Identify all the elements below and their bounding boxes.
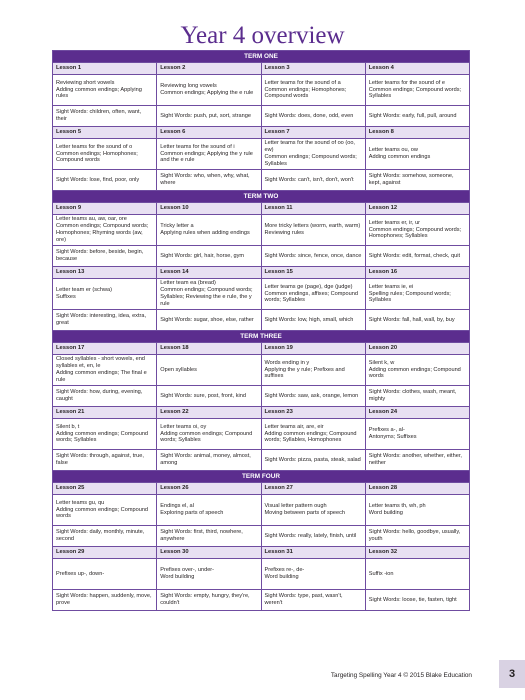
lesson-row — [53, 203, 470, 215]
sight-words: Sight Words: animal, money, almost, among — [157, 450, 261, 471]
sight-words: Sight Words: before, beside, begin, because — [53, 246, 157, 267]
lesson-content: Prefixes a-, al- Antonyms; Suffixes — [365, 419, 469, 450]
sight-row — [53, 386, 470, 407]
overview-table — [52, 50, 470, 611]
lesson-content: Closed syllables - short vowels, end syllables et, en, le Adding common endings; The final e rule — [53, 355, 157, 386]
lesson-label: Lesson 20 — [365, 343, 469, 355]
sight-words: Sight Words: clothes, wash, meant, mighty — [365, 386, 469, 407]
term-header-row — [53, 471, 470, 483]
content-row — [53, 139, 470, 170]
lesson-content: Endings el, al Exploring parts of speech — [157, 495, 261, 526]
lesson-content: Suffix -ion — [365, 559, 469, 590]
sight-words: Sight Words: happen, suddenly, move, prove — [53, 590, 157, 611]
sight-words: Sight Words: pizza, pasta, steak, salad — [261, 450, 365, 471]
sight-words: Sight Words: really, lately, finish, until — [261, 526, 365, 547]
lesson-label: Lesson 15 — [261, 267, 365, 279]
lesson-content: Letter teams for the sound of o Common endings; Homophones; Compound words — [53, 139, 157, 170]
term-heading: TERM THREE — [53, 331, 470, 343]
lesson-label: Lesson 6 — [157, 127, 261, 139]
content-row — [53, 75, 470, 106]
sight-words: Sight Words: sure, post, front, kind — [157, 386, 261, 407]
sight-words: Sight Words: somehow, someone, kept, against — [365, 170, 469, 191]
sight-words: Sight Words: interesting, idea, extra, great — [53, 310, 157, 331]
lesson-row — [53, 407, 470, 419]
term-heading: TERM ONE — [53, 51, 470, 63]
lesson-row — [53, 343, 470, 355]
lesson-label: Lesson 9 — [53, 203, 157, 215]
sight-row — [53, 106, 470, 127]
page-title: Year 4 overview — [180, 22, 345, 49]
lesson-label: Lesson 16 — [365, 267, 469, 279]
lesson-content: Letter teams for the sound of i Common endings; Applying the y rule and the e rule — [157, 139, 261, 170]
lesson-label: Lesson 19 — [261, 343, 365, 355]
sight-words: Sight Words: empty, hungry, they're, couldn't — [157, 590, 261, 611]
lesson-content: Letter teams for the sound of oo (oo, ew) Common endings; Compound words; Syllables — [261, 139, 365, 170]
sight-row — [53, 590, 470, 611]
sight-words: Sight Words: children, often, want, their — [53, 106, 157, 127]
lesson-content: Silent b, t Adding common endings; Compound words; Syllables — [53, 419, 157, 450]
content-row — [53, 279, 470, 310]
lesson-content: Words ending in y Applying the y rule; Prefixes and suffixes — [261, 355, 365, 386]
lesson-label: Lesson 3 — [261, 63, 365, 75]
footer-credit: Targeting Spelling Year 4 © 2015 Blake Education — [330, 672, 472, 679]
lesson-label: Lesson 21 — [53, 407, 157, 419]
content-row — [53, 559, 470, 590]
lesson-content: Letter teams au, aw, oar, ore Common endings; Compound words; Homophones; Rhyming words (aw, ore) — [53, 215, 157, 246]
lesson-label: Lesson 17 — [53, 343, 157, 355]
lesson-row — [53, 127, 470, 139]
lesson-label: Lesson 24 — [365, 407, 469, 419]
sight-words: Sight Words: does, done, odd, even — [261, 106, 365, 127]
sight-row — [53, 310, 470, 331]
lesson-label: Lesson 23 — [261, 407, 365, 419]
lesson-label: Lesson 22 — [157, 407, 261, 419]
lesson-content: Letter teams for the sound of a Common endings; Homophones; Compound words — [261, 75, 365, 106]
lesson-content: Reviewing long vowels Common endings; Applying the e rule — [157, 75, 261, 106]
sight-words: Sight Words: another, whether, either, neither — [365, 450, 469, 471]
sight-words: Sight Words: type, past, wasn't, weren't — [261, 590, 365, 611]
sight-words: Sight Words: saw, ask, orange, lemon — [261, 386, 365, 407]
lesson-label: Lesson 2 — [157, 63, 261, 75]
lesson-label: Lesson 28 — [365, 483, 469, 495]
sight-words: Sight Words: edit, format, check, quit — [365, 246, 469, 267]
lesson-content: Open syllables — [157, 355, 261, 386]
lesson-row — [53, 547, 470, 559]
lesson-content: Letter teams er, ir, ur Common endings; Compound words; Homophones; Syllables — [365, 215, 469, 246]
lesson-label: Lesson 5 — [53, 127, 157, 139]
sight-words: Sight Words: lose, find, poor, only — [53, 170, 157, 191]
term-heading: TERM TWO — [53, 191, 470, 203]
sight-words: Sight Words: hello, goodbye, usually, youth — [365, 526, 469, 547]
lesson-content: Prefixes re-, de- Word building — [261, 559, 365, 590]
lesson-content: Letter team ea (bread) Common endings; Compound words; Syllables; Reviewing the e rule, the y rule — [157, 279, 261, 310]
lesson-label: Lesson 13 — [53, 267, 157, 279]
lesson-label: Lesson 25 — [53, 483, 157, 495]
sight-row — [53, 170, 470, 191]
sight-words: Sight Words: how, during, evening, caught — [53, 386, 157, 407]
sight-words: Sight Words: push, put, sort, strange — [157, 106, 261, 127]
term-heading: TERM FOUR — [53, 471, 470, 483]
lesson-label: Lesson 27 — [261, 483, 365, 495]
sight-words: Sight Words: early, full, pull, around — [365, 106, 469, 127]
sight-words: Sight Words: girl, hair, horse, gym — [157, 246, 261, 267]
content-row — [53, 419, 470, 450]
content-row — [53, 495, 470, 526]
lesson-label: Lesson 4 — [365, 63, 469, 75]
lesson-row — [53, 483, 470, 495]
lesson-row — [53, 267, 470, 279]
sight-words: Sight Words: low, high, small, which — [261, 310, 365, 331]
lesson-label: Lesson 12 — [365, 203, 469, 215]
lesson-content: Letter teams oi, oy Adding common endings; Compound words; Syllables — [157, 419, 261, 450]
sight-words: Sight Words: fall, hall, wall, by, buy — [365, 310, 469, 331]
lesson-label: Lesson 10 — [157, 203, 261, 215]
sight-words: Sight Words: first, third, nowhere, anywhere — [157, 526, 261, 547]
term-header-row — [53, 331, 470, 343]
lesson-label: Lesson 29 — [53, 547, 157, 559]
sight-words: Sight Words: daily, monthly, minute, second — [53, 526, 157, 547]
lesson-content: Letter teams ge (page), dge (judge) Common endings, affixes; Compound words; Syllables — [261, 279, 365, 310]
lesson-content: Letter teams air, are, eir Adding common endings; Compound words; Syllables, Homophones — [261, 419, 365, 450]
sight-words: Sight Words: through, against, true, false — [53, 450, 157, 471]
lesson-content: Prefixes over-, under- Word building — [157, 559, 261, 590]
sight-words: Sight Words: loose, tie, fasten, tight — [365, 590, 469, 611]
lesson-content: Letter teams for the sound of e Common endings; Compound words; Syllables — [365, 75, 469, 106]
lesson-content: Letter teams ou, ow Adding common endings — [365, 139, 469, 170]
lesson-label: Lesson 11 — [261, 203, 365, 215]
lesson-content: Silent k, w Adding common endings; Compound words — [365, 355, 469, 386]
lesson-content: Prefixes up-, down- — [53, 559, 157, 590]
lesson-label: Lesson 8 — [365, 127, 469, 139]
lesson-label: Lesson 14 — [157, 267, 261, 279]
sight-words: Sight Words: who, when, why, what, where — [157, 170, 261, 191]
lesson-label: Lesson 18 — [157, 343, 261, 355]
term-header-row — [53, 51, 470, 63]
lesson-label: Lesson 26 — [157, 483, 261, 495]
sight-words: Sight Words: can't, isn't, don't, won't — [261, 170, 365, 191]
sight-row — [53, 246, 470, 267]
lesson-label: Lesson 1 — [53, 63, 157, 75]
term-header-row — [53, 191, 470, 203]
sight-row — [53, 450, 470, 471]
page-number: 3 — [499, 660, 525, 688]
lesson-content: Letter team er (schwa) Suffixes — [53, 279, 157, 310]
lesson-label: Lesson 31 — [261, 547, 365, 559]
lesson-content: Letter teams ie, ei Spelling rules; Compound words; Syllables — [365, 279, 469, 310]
lesson-label: Lesson 30 — [157, 547, 261, 559]
lesson-content: More tricky letters (worm, earth, warm) Reviewing rules — [261, 215, 365, 246]
lesson-label: Lesson 7 — [261, 127, 365, 139]
content-row — [53, 215, 470, 246]
lesson-content: Reviewing short vowels Adding common endings; Applying rules — [53, 75, 157, 106]
lesson-content: Visual letter pattern ough Moving between parts of speech — [261, 495, 365, 526]
sight-words: Sight Words: sugar, shoe, else, rather — [157, 310, 261, 331]
content-row — [53, 355, 470, 386]
lesson-label: Lesson 32 — [365, 547, 469, 559]
sight-words: Sight Words: since, fence, once, dance — [261, 246, 365, 267]
lesson-content: Letter teams gu, qu Adding common endings; Compound words — [53, 495, 157, 526]
lesson-row — [53, 63, 470, 75]
lesson-content: Letter teams th, wh, ph Word building — [365, 495, 469, 526]
sight-row — [53, 526, 470, 547]
lesson-content: Tricky letter a Applying rules when adding endings — [157, 215, 261, 246]
